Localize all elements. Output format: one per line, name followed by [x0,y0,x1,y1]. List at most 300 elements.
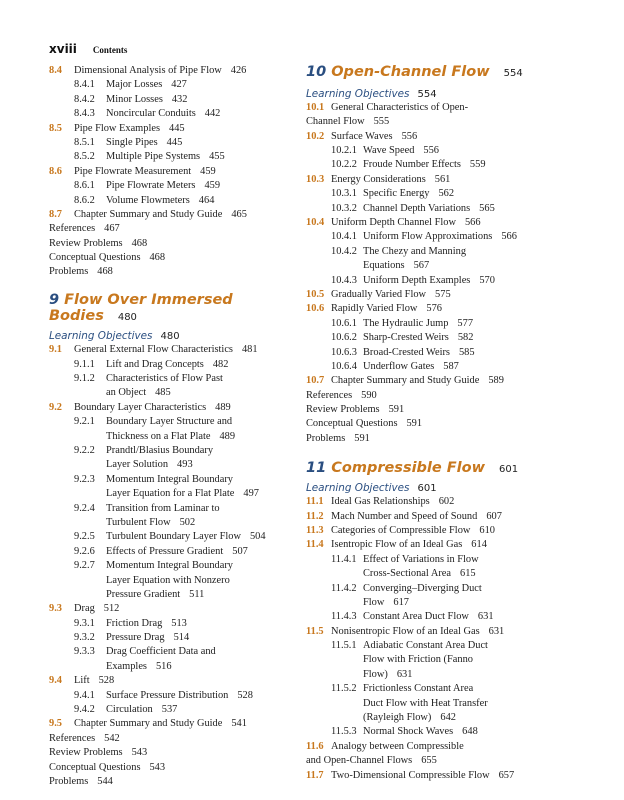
toc-entry [49,602,294,616]
section-number: 9.4.2 [74,704,95,716]
chapter-number: 9 [49,291,60,308]
page-number: 528 [237,689,253,701]
page-number: 576 [426,303,442,315]
entry-title: Problems 468 [49,266,113,278]
page-number: 642 [440,712,456,724]
chapter-heading [49,292,294,327]
page-number: 631 [488,625,505,637]
toc-entry [49,107,294,121]
entry-title: Surface Pressure Distribution 528 [106,689,253,701]
entry-title: Ideal Gas Relationships 602 [331,496,455,508]
page-number: 614 [471,539,487,551]
toc-entry [49,703,294,717]
toc-entry [306,567,576,581]
chapter-title: Open-Channel Flow [326,64,490,80]
entry-title: Single Pipes 445 [106,136,183,148]
page-header [49,40,127,56]
entry-title: The Hydraulic Jump 577 [363,317,474,329]
page-number: 537 [161,704,178,716]
page-number: 655 [421,755,437,767]
page-number: 562 [438,188,455,200]
toc-entry [49,430,294,444]
page-number: 602 [438,496,455,508]
section-number: 9.2 [49,401,62,413]
section-number: 10.3.2 [331,202,357,214]
toc-entry [306,115,576,129]
section-number: 8.4.2 [74,93,95,105]
page-number: 589 [488,375,504,387]
entry-title: Analogy between Compressible [331,740,464,752]
toc-entry [49,473,294,487]
entry-title: Pressure Drag 514 [106,632,190,644]
page-number: 507 [232,545,248,557]
toc-entry [306,158,576,172]
entry-title: Wave Speed 556 [363,145,439,157]
entry-title: Specific Energy 562 [363,188,455,200]
toc-entry [49,93,294,107]
section-number: 10.4.2 [331,245,357,257]
entry-title: Chapter Summary and Study Guide 465 [74,208,247,220]
entry-title: Layer Solution 493 [106,459,193,471]
entry-title: Froude Number Effects 559 [363,159,486,171]
section-number: 8.6 [49,165,62,177]
section-number: 9.1.2 [74,373,95,385]
toc-entry [306,725,576,739]
page-number: 468 [131,237,148,249]
toc-entry [49,689,294,703]
toc-entry [49,358,294,372]
page-number: 497 [243,488,259,500]
toc-entry [49,237,294,251]
section-number: 9.2.1 [74,416,95,428]
toc-entry [49,386,294,400]
toc-entry [49,516,294,530]
page-number: 541 [231,718,247,730]
page-number: 648 [462,726,478,738]
chapter-page: 554 [503,68,523,79]
entry-title: Nonisentropic Flow of an Ideal Gas 631 [331,625,505,637]
page-number: 511 [189,588,205,600]
section-number: 9.2.4 [74,502,95,514]
page-number: 591 [354,432,370,444]
toc-entry [49,444,294,458]
page-folio: xviii [49,42,77,56]
toc-entry [49,251,294,265]
section-number: 11.1 [306,496,324,508]
entry-title: Multiple Pipe Systems 455 [106,151,225,163]
chapter-title: Flow Over Immersed [59,291,233,308]
page-number: 467 [104,223,120,235]
section-number: 8.4 [49,65,62,76]
section-number: 10.6 [306,303,325,315]
entry-title: Turbulent Boundary Layer Flow 504 [106,531,266,543]
page-number: 556 [401,130,418,142]
page-number: 514 [173,632,190,644]
entry-title: The Chezy and Manning [363,245,467,257]
page-number: 459 [204,180,221,192]
entry-title: Isentropic Flow of an Ideal Gas 614 [331,539,487,551]
toc-entry [49,165,294,179]
toc-entry [49,150,294,164]
entry-title: Channel Depth Variations 565 [363,202,495,214]
page-number: 617 [393,596,409,608]
entry-title: Lift 528 [74,675,115,687]
entry-title: Layer Equation for a Flat Plate 497 [106,488,259,500]
page-number: 485 [155,387,171,399]
toc-entry [49,343,294,357]
objectives-page: 601 [417,482,437,494]
section-number: 9.2.2 [74,444,95,456]
toc-entry [306,668,576,682]
section-number: 8.4.3 [74,108,95,120]
toc-entry [49,502,294,516]
page-number: 445 [166,136,183,148]
section-number: 10.6.1 [331,317,357,329]
toc-entry [49,179,294,193]
section-number: 9.4.1 [74,689,95,701]
toc-entry [306,288,576,302]
section-number: 8.4.1 [74,79,95,91]
entry-title: Review Problems 468 [49,237,148,249]
toc-entry [306,346,576,360]
page-number: 591 [388,404,405,416]
entry-title: Sharp-Crested Weirs 582 [363,332,474,344]
page-number: 577 [457,317,474,329]
toc-entry [49,746,294,760]
page-number: 489 [215,401,231,413]
learning-objectives [306,481,576,495]
page-number: 657 [498,769,515,781]
entry-title: Flow 617 [363,596,409,608]
section-number: 10.6.2 [331,332,357,344]
entry-title: Chapter Summary and Study Guide 589 [331,375,504,387]
page-number: 555 [373,116,390,128]
toc-entry [306,639,576,653]
entry-title: Cross-Sectional Area 615 [363,568,476,580]
section-number: 11.7 [306,769,324,781]
toc-entry [49,136,294,150]
toc-entry [49,401,294,415]
entry-title: Pipe Flowrate Measurement 459 [74,165,216,177]
page-number: 565 [479,202,495,214]
entry-title: an Object 485 [106,387,171,399]
toc-entry [49,732,294,746]
toc-entry [49,761,294,775]
toc-entry [306,403,576,417]
toc-entry [49,78,294,92]
section-number: 9.4 [49,675,62,687]
entry-title: Adiabatic Constant Area Duct [363,640,488,652]
entry-title: Conceptual Questions 591 [306,418,423,430]
page-number: 481 [241,344,258,356]
page-number: 591 [406,418,423,430]
toc-entry [306,582,576,596]
page-number: 482 [212,358,229,370]
section-number: 11.5.1 [331,640,357,652]
page-number: 610 [479,524,495,536]
entry-title: Frictionless Constant Area [363,683,474,695]
page-number: 459 [200,165,216,177]
toc-entry [49,574,294,588]
section-number: 11.6 [306,740,324,752]
toc-entry [49,64,294,78]
toc-entry [49,194,294,208]
page-number: 516 [155,660,172,672]
entry-title: Pipe Flowrate Meters 459 [106,180,221,192]
toc-entry [306,495,576,509]
toc-entry [306,202,576,216]
entry-title: Prandtl/Blasius Boundary [106,444,214,456]
entry-title: Normal Shock Waves 648 [363,726,478,738]
section-number: 10.5 [306,288,325,300]
entry-title: Two-Dimensional Compressible Flow 657 [331,769,515,781]
section-number: 11.5.2 [331,683,357,695]
section-number: 9.2.6 [74,545,95,557]
entry-title: Dimensional Analysis of Pipe Flow 426 [74,65,247,76]
toc-entry [306,216,576,230]
entry-title: Problems 544 [49,775,113,787]
learning-objectives [306,87,576,101]
page-number: 513 [171,617,187,629]
entry-title: Transition from Laminar to [106,502,220,514]
entry-title: References 542 [49,732,120,744]
toc-entry [49,208,294,222]
page-number: 465 [231,208,247,220]
section-number: 10.4.1 [331,231,357,243]
toc-entry [306,173,576,187]
toc-entry [306,187,576,201]
page-number: 556 [423,145,439,157]
toc-entry [49,588,294,602]
chapter-number: 10 [306,64,327,80]
section-number: 10.1 [306,101,325,113]
entry-title: Layer Equation with Nonzero [106,574,230,586]
section-number: 11.4 [306,539,324,551]
toc-left-column [49,64,294,789]
objectives-label: Learning Objectives [306,481,410,494]
entry-title: Conceptual Questions 468 [49,252,166,264]
entry-title: Thickness on a Flat Plate 489 [106,430,236,442]
entry-title: Constant Area Duct Flow 631 [363,611,494,623]
page-number: 566 [464,217,481,229]
entry-title: Channel Flow 555 [306,116,390,128]
section-number: 11.2 [306,510,324,522]
page-number: 543 [149,761,166,773]
toc-entry [306,389,576,403]
toc-entry [306,245,576,259]
page-number: 502 [179,516,196,528]
entry-title: Mach Number and Speed of Sound 607 [331,510,502,522]
section-number: 11.4.2 [331,582,357,594]
entry-title: Friction Drag 513 [106,617,187,629]
page-number: 426 [230,65,247,76]
section-number: 10.3.1 [331,188,357,200]
entry-title: Conceptual Questions 543 [49,761,166,773]
entry-title: Problems 591 [306,432,370,444]
entry-title: Examples 516 [106,660,172,672]
toc-entry [306,524,576,538]
entry-title: Broad-Crested Weirs 585 [363,346,475,358]
toc-entry [49,631,294,645]
objectives-page: 554 [417,88,437,100]
entry-title: Rapidly Varied Flow 576 [331,303,442,315]
page-number: 559 [469,159,486,171]
entry-title: Duct Flow with Heat Transfer [363,697,488,709]
toc-entry [306,697,576,711]
page-number: 582 [457,332,474,344]
section-number: 11.5 [306,625,324,637]
toc-entry [49,775,294,789]
page-number: 566 [501,231,517,243]
page-number: 442 [204,108,221,120]
chapter-page: 480 [117,312,137,324]
entry-title: References 467 [49,223,120,235]
entry-title: References 590 [306,389,377,401]
section-number: 10.4 [306,217,325,229]
page-number: 432 [171,93,188,105]
entry-title: Surface Waves 556 [331,130,418,142]
section-number: 9.2.7 [74,560,95,572]
section-number: 8.7 [49,208,62,220]
section-number: 10.2.2 [331,159,357,171]
entry-title: Energy Considerations 561 [331,173,451,185]
entry-title: Drag Coefficient Data and [106,646,216,658]
entry-title: Review Problems 543 [49,747,148,759]
entry-title: Minor Losses 432 [106,93,188,105]
page-number: 544 [97,775,113,787]
toc-entry [49,545,294,559]
entry-title: Volume Flowmeters 464 [106,194,215,206]
toc-entry [306,740,576,754]
toc-entry [49,458,294,472]
section-number: 10.6.3 [331,346,357,358]
page-number: 570 [479,274,495,286]
entry-title: Lift and Drag Concepts 482 [106,358,229,370]
objectives-label: Learning Objectives [306,87,410,100]
section-number: 9.1 [49,344,62,356]
entry-title: Gradually Varied Flow 575 [331,288,451,300]
page-number: 528 [98,675,115,687]
toc-entry [49,222,294,236]
section-number: 9.5 [49,718,62,730]
toc-entry [306,130,576,144]
page-number: 607 [486,510,502,522]
page-number: 427 [171,79,187,91]
entry-title: Effects of Pressure Gradient 507 [106,545,248,557]
section-number: 11.4.1 [331,553,357,565]
chapter-title: Compressible Flow [326,460,486,477]
page-number: 468 [149,252,166,264]
page-number: 504 [249,531,266,543]
section-number: 9.1.1 [74,358,95,370]
entry-title: Momentum Integral Boundary [106,473,233,485]
chapter-heading [306,64,576,83]
entry-title: Circulation 537 [106,704,178,716]
entry-title: Pressure Gradient 511 [106,588,205,600]
page-number: 489 [219,430,236,442]
page-number: 561 [434,173,451,185]
section-number: 11.4.3 [331,611,357,623]
chapter-heading [306,460,576,479]
entry-title: Uniform Flow Approximations 566 [363,231,517,243]
section-number: 11.5.3 [331,726,357,738]
toc-entry [306,360,576,374]
page-number: 445 [169,122,185,134]
entry-title: Boundary Layer Characteristics 489 [74,401,231,413]
page-number: 631 [396,668,413,680]
entry-title: Boundary Layer Structure and [106,416,233,428]
chapter-title-line2: Bodies 480 [49,308,137,325]
entry-title: Categories of Compressible Flow 610 [331,524,495,536]
toc-entry [306,259,576,273]
section-number: 9.3 [49,603,62,615]
toc-entry [306,101,576,115]
toc-entry [306,610,576,624]
entry-title: General External Flow Characteristics 481 [74,344,258,356]
section-number: 9.2.3 [74,473,95,485]
section-number: 10.2 [306,130,325,142]
page-number: 575 [435,288,451,300]
entry-title: Uniform Depth Examples 570 [363,274,495,286]
section-number: 8.6.1 [74,180,95,192]
toc-entry [306,596,576,610]
section-number: 8.6.2 [74,194,95,206]
entry-title: Flow with Friction (Fanno [363,654,473,666]
entry-title: Review Problems 591 [306,404,405,416]
section-number: 10.2.1 [331,145,357,157]
toc-entry [49,265,294,279]
chapter-number: 11 [306,460,327,477]
section-number: 9.2.5 [74,531,95,543]
toc-entry [306,374,576,388]
toc-right-column [306,64,576,783]
section-number: 10.3 [306,173,325,185]
toc-entry [306,653,576,667]
entry-title: and Open-Channel Flows 655 [306,755,437,767]
toc-entry [49,645,294,659]
entry-title: Underflow Gates 587 [363,360,459,372]
learning-objectives [49,329,294,343]
section-number: 11.3 [306,524,324,536]
page-number: 567 [413,260,430,272]
section-number: 10.4.3 [331,274,357,286]
entry-title: Turbulent Flow 502 [106,516,196,528]
entry-title: Characteristics of Flow Past [106,373,223,385]
section-number: 8.5 [49,122,62,134]
running-title: Contents [92,45,128,55]
entry-title: Converging–Diverging Duct [363,582,482,594]
entry-title: Noncircular Conduits 442 [106,108,221,120]
toc-entry [306,230,576,244]
toc-entry [306,682,576,696]
entry-title: Flow) 631 [363,668,413,680]
page-number: 493 [177,459,193,471]
toc-entry [306,144,576,158]
toc-entry [306,417,576,431]
toc-entry [306,754,576,768]
toc-entry [306,317,576,331]
page-number: 542 [104,732,120,744]
entry-title: Momentum Integral Boundary [106,560,233,572]
page-number: 587 [443,360,459,372]
section-number: 9.3.3 [74,646,95,658]
toc-entry [49,559,294,573]
toc-entry [306,769,576,783]
section-number: 8.5.1 [74,136,95,148]
chapter-page: 601 [499,464,519,476]
toc-entry [306,510,576,524]
entry-title: Pipe Flow Examples 445 [74,122,185,134]
